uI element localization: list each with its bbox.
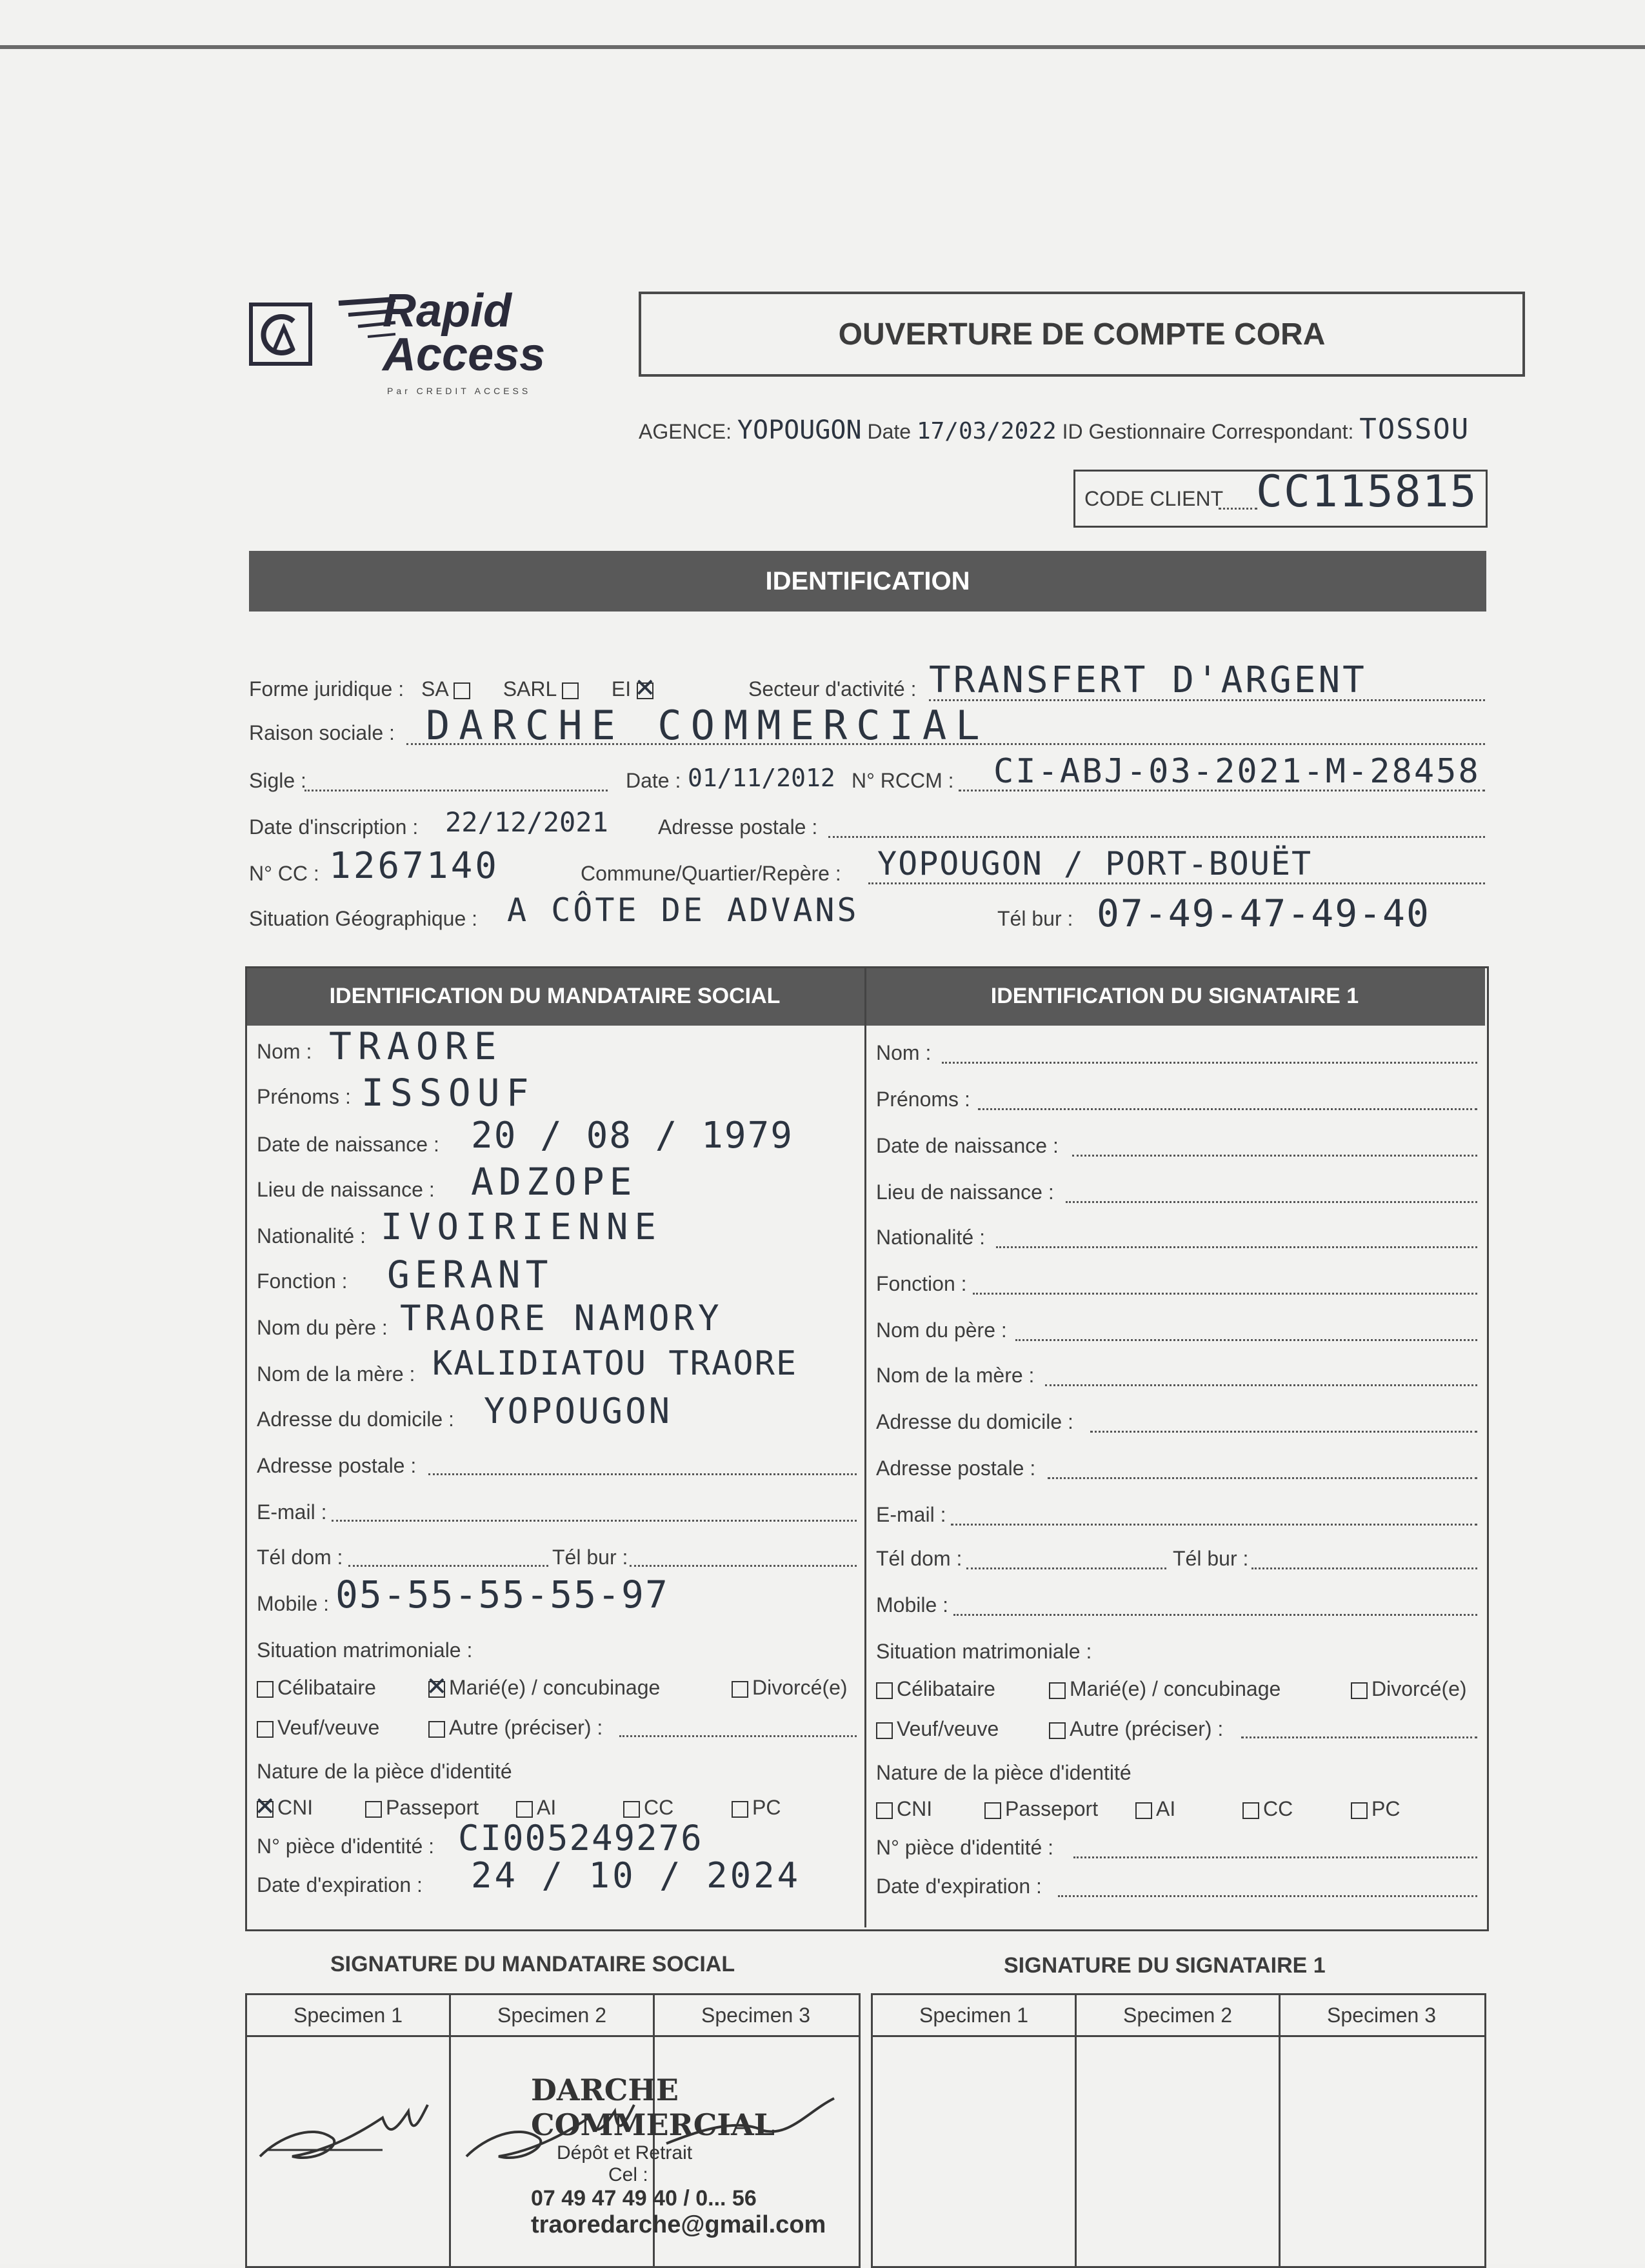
company-stamp (531, 2073, 892, 2239)
s-pc-checkbox[interactable] (1351, 1802, 1368, 1819)
raison-sociale-label: Raison sociale : (249, 721, 395, 744)
s-celibataire-checkbox[interactable] (876, 1682, 893, 1699)
m-naissance-label: Date de naissance : (257, 1133, 439, 1156)
m-celibataire-label: Célibataire (277, 1676, 376, 1699)
stamp-line-4: 07 49 47 49 40 / 0... 56 (531, 2186, 757, 2211)
agence-label: AGENCE: (639, 420, 732, 443)
tel-bur-value[interactable]: 07-49-47-49-40 (1097, 891, 1430, 935)
s-num-piece-label: N° pièce d'identité : (876, 1836, 1054, 1859)
m-lieu-label: Lieu de naissance : (257, 1178, 435, 1201)
gestionnaire-label: ID Gestionnaire Correspondant: (1062, 420, 1354, 443)
agence-row (639, 413, 1470, 446)
s-fonction-label: Fonction : (876, 1272, 967, 1295)
m-prenoms-value[interactable]: ISSOUF (361, 1071, 535, 1115)
s-specimen-2: Specimen 2 (1077, 1995, 1281, 2035)
forme-sa-checkbox[interactable] (454, 682, 470, 699)
date-label: Date (867, 420, 912, 443)
secteur-row (748, 677, 916, 701)
s-domicile-label: Adresse du domicile : (876, 1410, 1073, 1433)
s-ai-checkbox[interactable] (1135, 1802, 1152, 1819)
s-marie-checkbox[interactable] (1049, 1682, 1066, 1699)
m-email-label: E-mail : (257, 1500, 327, 1524)
forme-ei-checkbox[interactable] (637, 682, 653, 699)
identification-banner: IDENTIFICATION (249, 551, 1486, 612)
m-expiration-label: Date d'expiration : (257, 1873, 423, 1896)
s-mere-label: Nom de la mère : (876, 1364, 1035, 1387)
logo-brand: Rapid Access (383, 285, 546, 381)
s-veuf-checkbox[interactable] (876, 1722, 893, 1739)
s-ai-label: AI (1156, 1797, 1176, 1820)
stamp-line-5: traoredarche@gmail.com (531, 2211, 826, 2238)
m-pc-checkbox[interactable] (732, 1801, 748, 1818)
logo-tagline: Par CREDIT ACCESS (387, 386, 532, 396)
s-mobile-label: Mobile : (876, 1593, 949, 1616)
date-value[interactable]: 17/03/2022 (916, 418, 1057, 444)
s-celibataire-label: Célibataire (897, 1677, 995, 1700)
situation-label: Situation Géographique : (249, 907, 478, 930)
m-nationalite-label: Nationalité : (257, 1224, 366, 1248)
s-postale-label: Adresse postale : (876, 1457, 1036, 1480)
forme-juridique-row (249, 677, 657, 701)
m-ai-label: AI (537, 1796, 557, 1819)
m-pere-label: Nom du père : (257, 1316, 388, 1339)
m-fonction-label: Fonction : (257, 1269, 348, 1293)
s-cni-label: CNI (897, 1797, 933, 1820)
s-divorce-checkbox[interactable] (1351, 1682, 1368, 1699)
m-nom-label: Nom : (257, 1040, 312, 1063)
m-marie-checkbox[interactable] (428, 1681, 445, 1698)
m-specimen-2: Specimen 2 (451, 1995, 655, 2035)
gestionnaire-value[interactable]: TOSSOU (1359, 413, 1470, 446)
tel-bur-label: Tél bur : (997, 907, 1073, 930)
m-autre-label: Autre (préciser) : (449, 1716, 603, 1739)
commune-value[interactable]: YOPOUGON / PORT-BOUËT (877, 845, 1313, 882)
adresse-postale-label: Adresse postale : (658, 815, 818, 839)
forme-sa-label: SA (421, 677, 448, 701)
scan-edge-line (0, 45, 1645, 49)
situation-value[interactable]: A CÔTE DE ADVANS (507, 891, 859, 929)
stamp-line-2: Dépôt et Retrait (557, 2142, 693, 2164)
logo (248, 285, 584, 399)
m-cc-checkbox[interactable] (623, 1801, 640, 1818)
s-marie-label: Marié(e) / concubinage (1070, 1677, 1281, 1700)
code-client-label: CODE CLIENT (1084, 487, 1224, 510)
inscription-value[interactable]: 22/12/2021 (445, 806, 608, 838)
m-passeport-checkbox[interactable] (365, 1801, 382, 1818)
sigle-label: Sigle : (249, 769, 306, 792)
m-postale-label: Adresse postale : (257, 1454, 417, 1477)
s-autre-label: Autre (préciser) : (1070, 1717, 1224, 1740)
m-celibataire-checkbox[interactable] (257, 1681, 274, 1698)
signature-1-drawing (254, 2079, 441, 2182)
s-cc-label: CC (1263, 1797, 1293, 1820)
m-prenoms-label: Prénoms : (257, 1085, 351, 1108)
m-pere-value[interactable]: TRAORE NAMORY (400, 1298, 723, 1338)
m-ai-checkbox[interactable] (516, 1801, 533, 1818)
s-specimen-3: Specimen 3 (1327, 2003, 1436, 2027)
rccm-label: N° RCCM : (852, 769, 954, 792)
panel-divider (864, 966, 866, 1927)
secteur-value[interactable]: TRANSFERT D'ARGENT (929, 659, 1367, 701)
s-nationalite-label: Nationalité : (876, 1226, 985, 1249)
stamp-line-3: Cel : (608, 2164, 648, 2185)
m-num-piece-value[interactable]: CI005249276 (458, 1818, 703, 1858)
agence-value[interactable]: YOPOUGON (737, 415, 862, 445)
signature-table-mandataire (245, 1993, 861, 2268)
inscription-label: Date d'inscription : (249, 815, 419, 839)
s-expiration-label: Date d'expiration : (876, 1875, 1042, 1898)
m-mobile-value[interactable]: 05-55-55-55-97 (335, 1573, 669, 1616)
m-tel-dom-label: Tél dom : (257, 1546, 343, 1569)
s-passeport-checkbox[interactable] (984, 1802, 1001, 1819)
s-naissance-label: Date de naissance : (876, 1134, 1059, 1157)
m-mere-label: Nom de la mère : (257, 1362, 415, 1386)
m-veuf-checkbox[interactable] (257, 1721, 274, 1738)
s-nom-label: Nom : (876, 1041, 932, 1064)
m-mobile-label: Mobile : (257, 1592, 330, 1615)
m-mere-value[interactable]: KALIDIATOU TRAORE (432, 1344, 798, 1383)
m-nationalite-value[interactable]: IVOIRIENNE (381, 1206, 663, 1248)
s-autre-checkbox[interactable] (1049, 1722, 1066, 1739)
m-pc-label: PC (752, 1796, 781, 1819)
raison-sociale-value[interactable]: DARCHE COMMERCIAL (426, 702, 989, 749)
date-creation-label: Date : (626, 769, 681, 792)
s-pere-label: Nom du père : (876, 1318, 1007, 1342)
m-specimen-1: Specimen 1 (247, 1995, 451, 2035)
ncc-label: N° CC : (249, 862, 319, 885)
rccm-value[interactable]: CI-ABJ-03-2021-M-28458 (993, 752, 1480, 791)
mandataire-banner: IDENTIFICATION DU MANDATAIRE SOCIAL (245, 966, 864, 1026)
m-domicile-label: Adresse du domicile : (257, 1408, 454, 1431)
m-cni-label: CNI (277, 1796, 314, 1819)
credit-access-logo-icon (248, 302, 313, 366)
m-domicile-value[interactable]: YOPOUGON (484, 1391, 673, 1431)
s-tel-dom-label: Tél dom : (876, 1547, 962, 1570)
forme-sarl-label: SARL (503, 677, 557, 701)
s-lieu-label: Lieu de naissance : (876, 1180, 1054, 1204)
forme-ei-label: EI (611, 677, 632, 701)
m-expiration-value[interactable]: 24 / 10 / 2024 (471, 1855, 801, 1896)
signature-mandataire-title: SIGNATURE DU MANDATAIRE SOCIAL (330, 1952, 735, 1976)
s-divorce-label: Divorcé(e) (1371, 1677, 1467, 1700)
m-marie-label: Marié(e) / concubinage (449, 1676, 661, 1699)
signature-table-signataire (871, 1993, 1486, 2268)
m-autre-checkbox[interactable] (428, 1721, 445, 1738)
m-naissance-value[interactable]: 20 / 08 / 1979 (471, 1115, 794, 1157)
s-tel-bur-label: Tél bur : (1173, 1547, 1249, 1570)
forme-juridique-label: Forme juridique : (249, 677, 404, 701)
m-cni-checkbox[interactable] (257, 1801, 274, 1818)
m-tel-bur-label: Tél bur : (552, 1546, 628, 1569)
secteur-label: Secteur d'activité : (748, 677, 917, 701)
m-num-piece-label: N° pièce d'identité : (257, 1835, 435, 1858)
m-cc-label: CC (644, 1796, 674, 1819)
date-creation-value[interactable]: 01/11/2012 (688, 764, 835, 792)
s-veuf-label: Veuf/veuve (897, 1717, 999, 1740)
stamp-line-1: DARCHE COMMERCIAL (531, 2073, 775, 2142)
s-specimen-1: Specimen 1 (873, 1995, 1077, 2035)
m-fonction-value[interactable]: GERANT (387, 1253, 553, 1297)
m-piece-label: Nature de la pièce d'identité (257, 1760, 512, 1783)
code-client-box (1073, 466, 1488, 528)
m-divorce-label: Divorcé(e) (752, 1676, 848, 1699)
s-pc-label: PC (1371, 1797, 1401, 1820)
signature-signataire-title: SIGNATURE DU SIGNATAIRE 1 (1004, 1953, 1326, 1978)
ncc-value[interactable]: 1267140 (329, 845, 500, 887)
s-matrimoniale-label: Situation matrimoniale : (876, 1640, 1092, 1663)
s-cni-checkbox[interactable] (876, 1802, 893, 1819)
m-divorce-checkbox[interactable] (732, 1681, 748, 1698)
m-matrimoniale-label: Situation matrimoniale : (257, 1638, 473, 1662)
s-piece-label: Nature de la pièce d'identité (876, 1761, 1132, 1784)
m-veuf-label: Veuf/veuve (277, 1716, 380, 1739)
code-client-value[interactable]: CC115815 (1256, 466, 1478, 517)
m-passeport-label: Passeport (386, 1796, 479, 1819)
s-cc-checkbox[interactable] (1242, 1802, 1259, 1819)
signataire-banner: IDENTIFICATION DU SIGNATAIRE 1 (864, 966, 1485, 1026)
form-title: OUVERTURE DE COMPTE CORA (639, 292, 1525, 377)
m-lieu-value[interactable]: ADZOPE (471, 1160, 637, 1204)
forme-sarl-checkbox[interactable] (562, 682, 579, 699)
s-prenoms-label: Prénoms : (876, 1088, 970, 1111)
m-nom-value[interactable]: TRAORE (329, 1024, 503, 1068)
s-passeport-label: Passeport (1005, 1797, 1099, 1820)
m-specimen-3: Specimen 3 (701, 2003, 810, 2027)
commune-label: Commune/Quartier/Repère : (581, 862, 841, 885)
s-email-label: E-mail : (876, 1503, 946, 1526)
